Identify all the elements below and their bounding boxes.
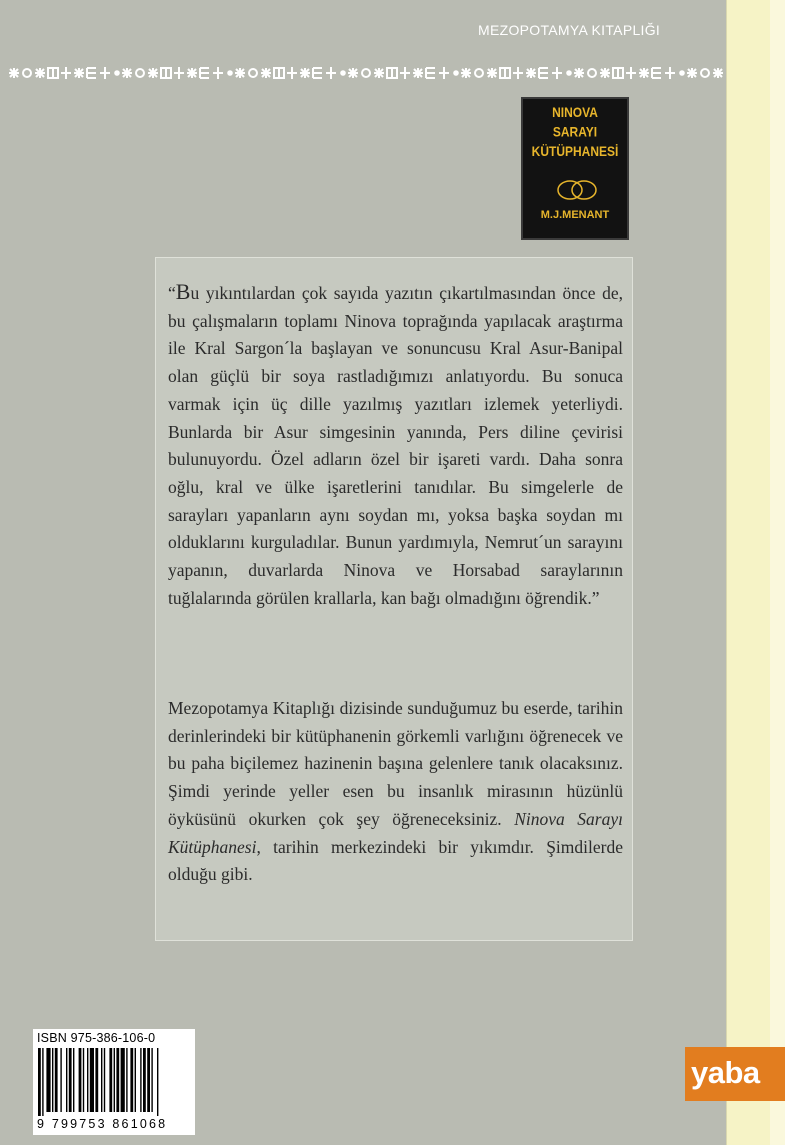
quote-paragraph	[168, 278, 623, 612]
quote-open-mark: “	[168, 283, 176, 303]
series-name: MEZOPOTAMYA KITAPLIĞI	[478, 22, 661, 38]
mini-cover-author: M.J.MENANT	[540, 209, 610, 221]
isbn-barcode-box	[33, 1029, 195, 1135]
mini-cover-title-line: SARAYI	[552, 123, 598, 140]
description-text-start: Mezopotamya Kitaplığı dizisinde sunduğumuz bu eserde, tarihin derinlerindeki bir kütüphanenin görkemli varlığını öğrenecek ve bu paha biçilemez hazinenin başına gelenlere tanık olacaksınız. Şimdi yerinde yeller esen bu insanlık mirasının hüzünlü öyküsünü okurken çok şey öğreneceksiniz.	[168, 698, 623, 829]
isbn-label: ISBN 975-386-106-0	[37, 1031, 156, 1045]
isbn-digits: 9 799753 861068	[37, 1117, 168, 1131]
mini-cover-title-line: NINOVA	[552, 104, 598, 121]
publisher-name: yaba	[691, 1055, 760, 1090]
mini-cover-title-line: KÜTÜPHANESİ	[531, 143, 619, 160]
description-text-end: , tarihin merkezindeki bir yıkımdır. Şimdilerde olduğu gibi.	[168, 836, 623, 885]
mini-cover-title	[523, 103, 627, 162]
book-title-italic: Ninova Sarayı Kütüphanesi	[168, 808, 623, 857]
cuneiform-ornament-band	[5, 60, 723, 86]
mini-cover-thumbnail	[521, 97, 629, 240]
quote-text: u yıkıntılardan çok sayıda yazıtın çıkartılmasından önce de, bu çalışmaların toplamı Ninova toprağında yapılacak araştırma ile Kral Sargon´la başlayan ve sonuncusu Kral Asur-Banipal olan güçlü bir soya rastladığımızı anlatıyordu. Bu sonuca varmak için üç dille yazılmış yazıtları izlemek yeterliydi. Bunlarda bir Asur simgesinin yanında, Pers diline çevirisi bulunuyordu. Özel adların özel bir işareti vardı. Daha sonra oğlu, kral ve ülke işaretlerini tanıdılar. Bu simgelerle de sarayları yapanların aynı soydan mı, yoksa başka soydan mı olduklarını kurguladılar. Bunun yardımıyla, Nemrut´un sarayını yapanın, duvarlarda Ninova ve Horsabad saraylarının tuğlalarında görülen krallarla, kan bağı olmadığını öğrendik.”	[168, 283, 623, 608]
spine-edge	[770, 0, 785, 1145]
description-paragraph	[168, 695, 623, 889]
barcode-icon	[37, 1048, 191, 1116]
publisher-logo	[685, 1047, 785, 1101]
rings-emblem-icon	[555, 177, 599, 203]
quote-drop-letter: B	[175, 279, 191, 304]
blurb-panel	[155, 257, 633, 941]
